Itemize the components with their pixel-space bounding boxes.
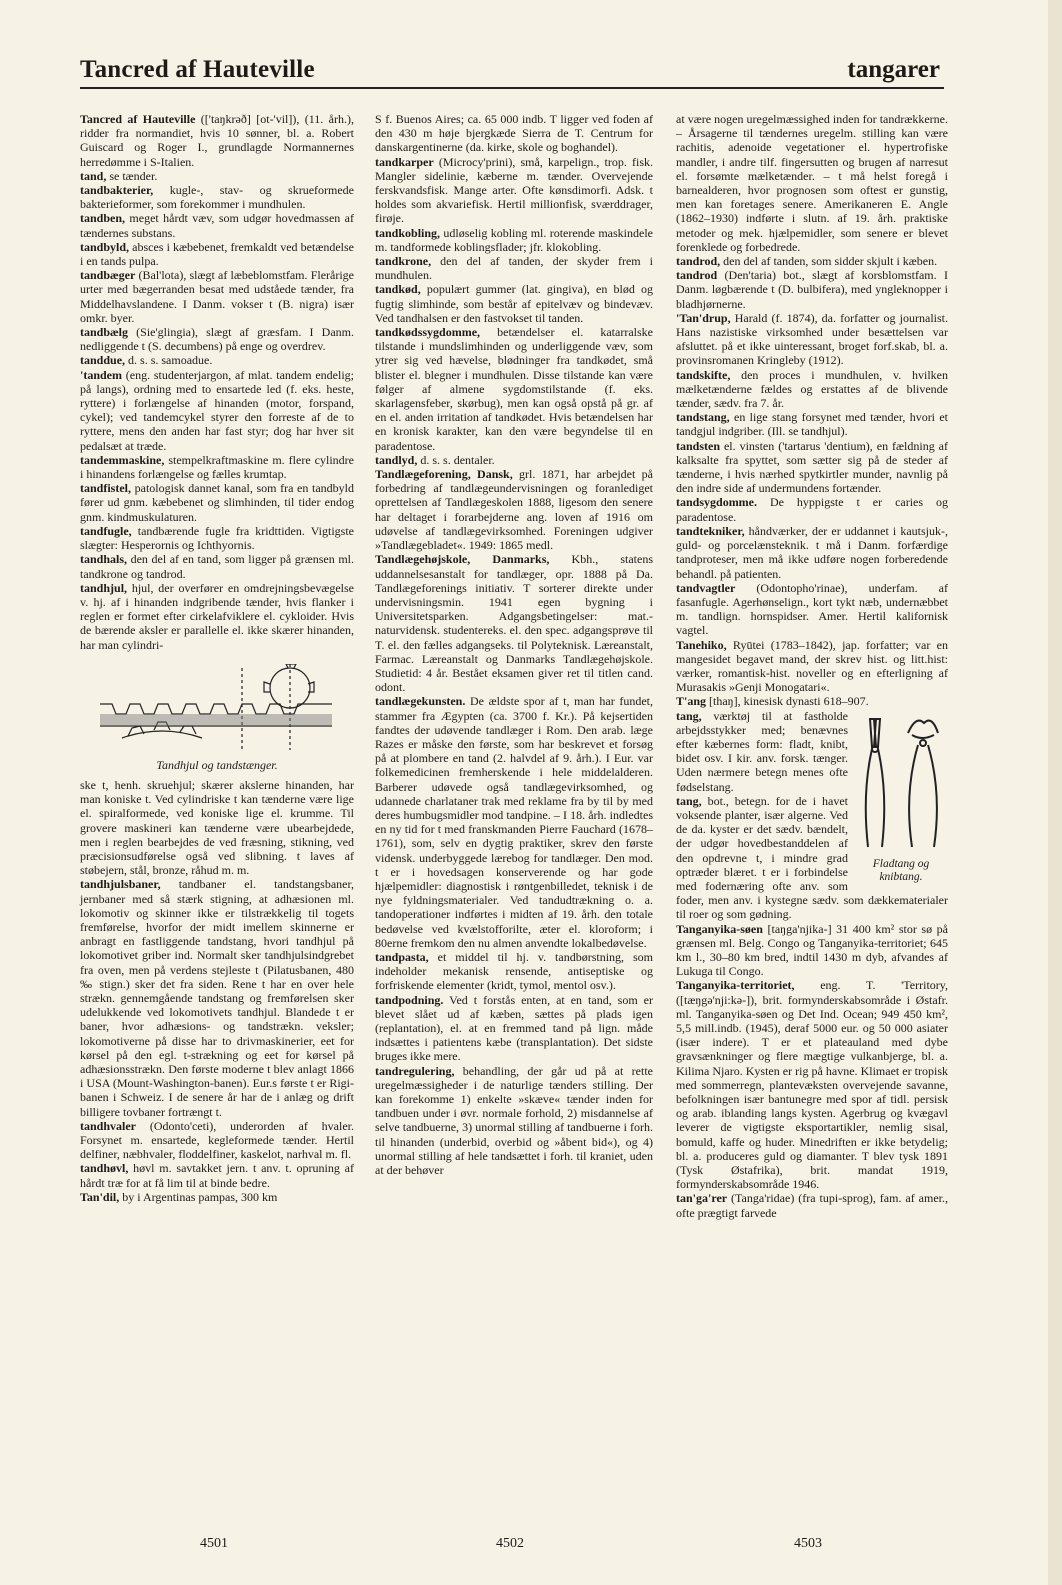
- headword: tandsygdomme.: [676, 495, 758, 510]
- definition: [thaŋ], kinesisk dynasti 618–907.: [706, 694, 869, 709]
- headword: 'tandem: [80, 367, 122, 382]
- headword: Tanganyika-territoriet,: [676, 978, 795, 993]
- entry: [676, 439, 948, 496]
- headword: tang,: [676, 793, 702, 808]
- entry: [80, 581, 354, 652]
- entry: [375, 694, 653, 950]
- definition: Harald (f. 1874), da. forfatter og journalist. Hans nazistiske virksomhed under besættelsen var afsluttet. på et ikke uinteressant, broget forf.skab, bl. a. provinsromanen Kringleby (1912).: [676, 310, 948, 368]
- entry: [375, 325, 653, 453]
- headword: tandrod,: [676, 254, 721, 269]
- definition: meget hårdt væv, som udgør hovedmassen af tændernes substans.: [80, 211, 354, 240]
- definition: absces i kæbebenet, fremkaldt ved betændelse i en tands pulpa.: [80, 239, 354, 269]
- entry: [80, 268, 354, 325]
- headword: tandhjul,: [80, 580, 128, 595]
- entry: [80, 778, 354, 877]
- headword: tandkødssygdomme,: [375, 325, 481, 340]
- entry: [676, 112, 948, 254]
- page-number-1: 4501: [200, 1536, 228, 1551]
- gear-caption: Tandhjul og tandstænger.: [156, 757, 278, 772]
- headword: tanddue,: [80, 353, 126, 368]
- definition: betændelser el. katarralske tilstande i mundslimhinden og underliggende væv, som ytrer sig ved hævelse, blødninger fra tandkødet, små blister el. blegner i mundhulen. Disse tilstande kan være følger af almene sygdomstilstande (f. eks. skarlagensfeber, skørbug), men kan også opstå på gr. af en el. anden irritation af tandkødet. Hvis betændelsen har en kronisk karakter, kan den være begyndelse til en paradentose.: [375, 325, 653, 453]
- entry: [676, 922, 948, 979]
- headword: T'ang: [676, 694, 707, 709]
- pliers-drawing: [856, 713, 946, 853]
- entry: [375, 467, 653, 552]
- headword: tandben,: [80, 211, 126, 226]
- definition: Ryūtei (1783–1842), jap. forfatter; var en mangesidet begavet mand, der skrev hist. og litt.hist: værker, romantisk-hist. noveller og en efterligning af Murasakis »Genji Monogatari«.: [676, 637, 948, 695]
- definition: stempelkraftmaskine m. flere cylindre i hinandens forlængelse og fælles krumtap.: [80, 452, 354, 482]
- definition: et middel til hj. v. tandbørstning, som indeholder mekanisk rensende, antiseptiske og forfriskende elementer (kridt, tymol, mentol osv.).: [375, 949, 653, 993]
- definition: d. s. s. dentaler.: [417, 452, 495, 467]
- running-head-right: tangarer: [847, 56, 940, 83]
- headword: tandstang,: [676, 410, 730, 425]
- headword: tan'ga'rer: [676, 1191, 728, 1206]
- gear-illustration: [80, 664, 354, 772]
- entry: [80, 453, 354, 481]
- headword: tandskifte,: [676, 367, 731, 382]
- definition: bot., betegn. for de i havet voksende planter, især algerne. Ved de da. kyster er det sædv. bændelt, der udgør hovedbestanddelen af den opdrevne t, i mindre grad optræder blæret. t er i forbindelse med fodernæring ofte anv. som foder, men anv. i kystegne sædv. som dækkematerialer til roer og som gødning.: [676, 793, 948, 922]
- definition: kugle-, stav- og skrueformede bakterieformer, som forekommer i mundhulen.: [80, 183, 354, 212]
- definition: tandbærende fugle fra kridttiden. Vigtigste slægter: Hesperornis og Ichthyornis.: [80, 523, 354, 553]
- headword: tandhøvl,: [80, 1161, 129, 1176]
- headword: 'Tan'drup,: [676, 310, 731, 325]
- definition: S f. Buenos Aires; ca. 65 000 indb. T ligger ved foden af den 430 m høje bjergkæde Sierra de T. Centrum for danskargentinerne (da. kirke, skole og boghandel).: [375, 112, 653, 155]
- headword: tandlægekunsten.: [375, 694, 466, 709]
- headword: tandkobling,: [375, 225, 441, 240]
- entry: [676, 368, 948, 411]
- column-1: [80, 112, 354, 1204]
- running-head-left: Tancred af Hauteville: [80, 56, 315, 83]
- gear-rack-drawing: [92, 664, 342, 756]
- headword: Tan'dil,: [80, 1189, 120, 1204]
- definition: den del af en tand, som ligger på grænsen ml. tandkrone og tandrod.: [80, 552, 354, 581]
- headword: tandrod: [676, 268, 718, 283]
- definition: De hyppigste t er caries og paradentose.: [676, 495, 948, 524]
- headword: tandfugle,: [80, 523, 132, 538]
- definition: tandbaner el. tandstangsbaner, jernbaner med så stærk stigning, at adhæsionen ml. lokomotiv og skinner ikke er tilstrækkelig til togets fremførelse, hvorfor der midt imellem skinnerne er anbragt en fastliggende tandstang, hvori tandhjul på lokomotivet griber ind. Normalt sker tandhjulsindgrebet fra oven, men på verdens stejleste t (Pilatusbanen, 480 ‰ stign.) sker det fra siden. Rene t har en over hele strækn. gennemgående tandstang og fremførelsen sker udelukkende ved lokomotivets tandhjul. Blandede t er baner, hvor adhæsions- og tandstrækn. veksler; lokomotiverne på disse har to drivmaskinerier, eet for kørsel på den egl. t-strækning og eet for kørsel på adhæsionsstrækn. Den første moderne t blev anlagt 1866 i USA (Mount-Washington-banen). Eur.s første t er Rigi-banen i Schweiz. I de senere år har de i anlæg og drift billigere tovbaner fortrængt t.: [80, 877, 354, 1119]
- entry: [375, 112, 653, 155]
- definition: at være nogen uregelmæssighed inden for tandrækkerne. – Årsagerne til tændernes uregelm. stilling kan være rachitis, adenoide vegetationer el. hypertrofiske mandler, i andre tilf. fingersutten og brugen af narresut el. forsømte mælketænder. – t må helst foregå i barnealderen, hvor prognosen som oftest er gunstig, men kan foretages senere. Amerikaneren E. Angle (1862–1930) indførte i slutn. af 19. årh. praktiske metoder og mek. hjælpemidler, som senere er blevet forenklede og forbedrede.: [676, 112, 948, 254]
- definition: (Bal'lota), slægt af læbeblomstfam. Flerårige urter med bægerranden besat med udståede tænder, fra Middelhavslandene. I Danm. vokser t (B. nigra) især omkr. byer.: [80, 268, 354, 325]
- entry: [375, 552, 653, 694]
- pliers-caption: Fladtang og knibtang.: [872, 857, 930, 883]
- headword: tandhals,: [80, 552, 128, 567]
- headword: Tanehiko,: [676, 637, 727, 652]
- headword: tandbæger: [80, 268, 136, 283]
- headword: tandemmaskine,: [80, 452, 165, 467]
- header-rule: [80, 87, 944, 89]
- entry: [80, 240, 354, 268]
- entry: [80, 169, 354, 183]
- definition: (Microcy'prini), små, karpelign., trop. fisk. Mangler sidelinie, kæberne m. tænder. Overvejende ferskvandsfisk. Mange arter. Ofte kønsdimorfi. Adsk. t holdes som akvariefisk. Hertil millionfisk, sværddrager, firøje.: [375, 154, 653, 226]
- tang-section: [676, 709, 948, 922]
- definition: [taŋga'njika-] 31 400 km² stor sø på grænsen ml. Belg. Congo og Tanganyika-territoriet; 645 km l., 30–80 km bred, indtil 1430 m dyb, afvandes af Lukuga til Congo.: [676, 921, 948, 979]
- entry: [375, 282, 653, 325]
- definition: den del af tanden, der skyder frem i mundhulen.: [375, 254, 653, 283]
- headword: tandbakterier,: [80, 183, 154, 198]
- entry: [80, 524, 354, 552]
- headword: tandpodning.: [375, 992, 444, 1007]
- definition: el. vinsten ('tartarus 'dentium), en fældning af kalksalte fra spyttet, som sætter sig på de steder af tænderne, i hvis nærhed spytkirtler munder, navnlig på den indre side af undermundens fortænder.: [676, 438, 948, 496]
- entry: [80, 877, 354, 1118]
- definition: værktøj til at fastholde arbejdsstykker med; benævnes efter kæbernes form: fladt, knibt, bidet osv. I kir. anv. forsk. tænger. Uden nærmere betegn menes ofte fødselstang.: [676, 708, 848, 794]
- definition: den del af tanden, som sidder skjult i kæben.: [720, 254, 938, 269]
- entry: [375, 950, 653, 993]
- definition: (Den'taria) bot., slægt af korsblomstfam. I Danm. løgbærende t (D. bulbifera), med yngleknopper i bladhjørnerne.: [676, 268, 948, 311]
- definition: (['taŋkrəð] [ot-'vil]), (11. årh.), ridder fra normandiet, hvis 10 sønner, bl. a. Robert Guiscard og Roger I., grundlagde Normannernes herredømme i S-Italien.: [80, 112, 354, 169]
- entry: [80, 325, 354, 353]
- entry: [375, 254, 653, 282]
- entry: [80, 552, 354, 580]
- entry: [676, 311, 948, 368]
- definition: (Sie'glingia), slægt af græsfam. I Danm. nedliggende t (S. decumbens) på enge og overdrev.: [80, 325, 354, 354]
- definition: Kbh., statens uddannelsesanstalt for tandlæger, opr. 1888 på Da. Tandlægeforenings initiativ. T sorterer direkte under undervisningsmin. 1941 egen bygning i Universitetsparken. Adgangsbetingelser: mat.-naturvidensk. studentereks. el. den spec. adgangsprøve til T. el. den fælles adgangseks. til Polyteknisk. Læreanstalt, Farmac. Læreanstalt og Danmarks Tandlægehøjskole. Studietid: 4 år. Bestået eksamen giver ret til titlen cand. odont.: [375, 552, 654, 695]
- column-1-entries-cont: [80, 778, 354, 1204]
- column-1-entries: [80, 112, 354, 652]
- definition: grl. 1871, har arbejdet på forbedring af tandlægeundervisningen og foranlediget oprettelsen af Tandlægeskolen 1888, ligesom den senere har deltaget i forarbejderne ang. loven af 1916 om udøvelse af tandlægevirksomhed. Foreningen udgiver »Tandlægebladet«. 1949: 1865 medl.: [375, 467, 654, 553]
- headword: tandhvaler: [80, 1118, 137, 1133]
- entry: [80, 211, 354, 239]
- entry: [375, 993, 653, 1064]
- entry: [375, 226, 653, 254]
- entry: [375, 1064, 653, 1178]
- definition: ske t, henh. skruehjul; skærer akslerne hinanden, har man koniske t. Ved cylindriske t kan tænderne være lige el. spiralformede, ved koniske lige el. krumme. Til grovere maskineri kan tænderne være ubearbejdede, men i reglen bearbejdes de ved fræsning, stikning, ved præcisionsudførelse også ved slibning. t laves af støbejern, stål, bronze, råhud m. m.: [80, 777, 354, 878]
- entry: [80, 368, 354, 453]
- headword: tang,: [676, 708, 702, 723]
- definition: (Odontopho'rinae), underfam. af fasanfugle. Agerhønselign., kort tykt næb, undernæbbet m. tandlign. hornspidser. Amer. Hertil kalifornisk vagtel.: [676, 580, 948, 638]
- headword: tandtekniker,: [676, 523, 745, 538]
- headword: tandkarper: [375, 154, 434, 169]
- headword: tandkød,: [375, 282, 421, 297]
- column-2: [375, 112, 653, 1177]
- definition: (Odonto'ceti), underorden af hvaler. Forsynet m. ensartede, kegleformede tænder. Hertil delfiner, næbhvaler, floddelfiner, kaskelot, narhval m. fl.: [80, 1118, 354, 1162]
- entry: [676, 495, 948, 523]
- headword: Tancred af Hauteville: [80, 112, 196, 126]
- definition: Ved t forstås enten, at en tand, som er blevet slået ud af kæben, sættes på plads igen (replantation), el. at en fremmed tand på lign. måde indsættes i patientens kæbe (transplantation). Det sidste bruges ikke mere.: [375, 992, 653, 1064]
- definition: se tænder.: [106, 168, 158, 183]
- definition: (eng. studenterjargon, af mlat. tandem endelig; på langs), ordning med to ensartede led (f. eks. heste, ryttere) i forlængelse af hinanden (motor, forspand, cykel); ved tandemcykel styrer den forreste af de to ryttere, mens den anden har fast styr; dog har hver sit pedalsæt at træde.: [80, 367, 354, 453]
- definition: De ældste spor af t, man har fundet, stammer fra Ægypten (ca. 3700 f. Kr.). På kejsertiden fandtes der udøvende tandlæger i Rom. Den arab. læge Razes er måske den første, som har beskrevet et forsøg på at plombere en tand (2. halvdel af 9. årh.). I Eur. var folkemedicinen fremherskende i hele middelalderen. Barberer udøvede også tandlægevirksomhed, og udannede charlataner trak med reklame fra by til by med deres humbugsmidler mod tandpine. – I 18. årh. indledtes en ny tid for t med franskmanden Pierre Fauchard (1678–1761), som, selv en dygtig praktiker, skrev den første vidensk. underbyggede lærebog for tandlæger. Den mod. t er i hovedsagen konserverende og har gode hjælpemidler: diagnostisk i røntgenbilledet, teknisk i de nye fyldningsmaterialer. Ved tandudtrækning o. a. tandoperationer indførtes i midten af 19. årh. den totale bedøvelse ved kvælstofforilte, æter el. kloroform; i 80erne fremkom den nu almen anvendte lokalbedøvelse.: [375, 694, 653, 950]
- entry: [676, 694, 948, 708]
- entry: [80, 1161, 354, 1189]
- entry: [676, 638, 948, 695]
- entry: [676, 410, 948, 438]
- entry: [676, 978, 948, 1191]
- entry: [676, 268, 948, 311]
- definition: håndværker, der er uddannet i kautsjuk-, guld- og porcelænsteknik. t må i Danm. forfærdige tandproteser, men må ikke udføre nogen forberedende behandl. på patienten.: [676, 523, 948, 581]
- headword: tandlyd,: [375, 452, 418, 467]
- entry: [80, 1190, 354, 1204]
- entry: [80, 353, 354, 367]
- page-number-2: 4502: [496, 1536, 524, 1551]
- entry: [80, 1119, 354, 1162]
- page-edge: [1048, 0, 1062, 1585]
- headword: Tanganyika-søen: [676, 921, 763, 936]
- definition: (Tanga'ridae) (fra tupi-sprog), fam. af amer., ofte prægtigt farvede: [676, 1191, 948, 1220]
- definition: d. s. s. samoadue.: [125, 353, 213, 368]
- headword: tandbyld,: [80, 239, 130, 254]
- entry: [80, 112, 354, 169]
- headword: Tandlægehøjskole, Danmarks,: [375, 552, 550, 567]
- entry: [375, 453, 653, 467]
- pliers-illustration: [854, 713, 948, 884]
- definition: by i Argentinas pampas, 300 km: [119, 1189, 278, 1204]
- column-3: [676, 112, 948, 1220]
- headword: tandsten: [676, 438, 721, 453]
- headword: tandfistel,: [80, 481, 131, 496]
- page-number-3: 4503: [794, 1536, 822, 1551]
- definition: høvl m. savtakket jern. t anv. t. opruning af hårdt træ for at få lim til at binde bedre.: [80, 1161, 354, 1190]
- headword: tandpasta,: [375, 949, 429, 964]
- entry: [80, 183, 354, 211]
- headword: Tandlægeforening, Dansk,: [375, 467, 513, 482]
- headword: tand,: [80, 168, 107, 183]
- entry: [375, 155, 653, 226]
- headword: tandkrone,: [375, 254, 432, 269]
- entry: [676, 524, 948, 581]
- headword: tandregulering,: [375, 1063, 455, 1078]
- entry: [676, 254, 948, 268]
- definition: populært gummer (lat. gingiva), en blød og fugtig slimhinde, som består af epitelvæv og bindevæv. Ved tandhalsen er den fastvokset til tanden.: [375, 282, 653, 325]
- definition: hjul, der overfører en omdrejningsbevægelse v. hj. af i hinanden indgribende tænder, hvis flanker i reglen er formet efter cirkelafviklere el. cykloider. Hvis de bærende aksler er parallelle el. ikke skærer hinanden, har man cylindri-: [80, 580, 354, 652]
- definition: den proces i mundhulen, v. hvilken mælketænderne fældes og erstattes af de blivende tænder, sædv. fra 7. år.: [676, 367, 948, 411]
- definition: behandling, der går ud på at rette uregelmæssigheder i de naturlige tænders stilling. Der kan forekomme 1) enkelte »skæve« tænder inden for tandbuen under i øvr. normale forhold, 2) misdannelse af selve tandbuerne, 3) unormal stilling af tandbuerne i forh. til hinanden (underbid, overbid og »åbent bid«), og 4) unormal stilling af hele tandsættet i forh. til kraniet, uden at der behøver: [375, 1063, 653, 1178]
- entry: [80, 481, 354, 524]
- headword: tandhjulsbaner,: [80, 877, 161, 892]
- definition: udløselig kobling ml. roterende maskindele m. tandformede koblingsflader; jfr. klokobling.: [375, 225, 653, 254]
- definition: eng. T. 'Territory, ([tæŋgə'nji:kə-]), brit. formynderskabsområde i Østafr. ml. Tanganyika-søen og Det Ind. Ocean; 949 450 km², 5,5 mill.indb. (1945), deraf 5000 eur. og 50 000 asiater (især indere). T er et plateauland med dybe gravsænkninger og flere mægtige vulkanbjerge, bl. a. Kilima Njaro. Kysten er rig på havne. Klimaet er tropisk med sommerregn, plantevæksten overvejende savanne, befolkningen især bantunegre med spor af tidl. persisk og arab. iblanding langs kysten. Agerbrug og kvægavl leverer de vigtigste eksportartikler, nemlig sisal, bomuld, kaffe og huder. Minedriften er ikke betydelig; bl. a. produceres guld og diamanter. T blev tysk 1891 (Tysk Østafrika), brit. mandat 1919, formynderskabsområde 1946.: [676, 978, 948, 1192]
- definition: patologisk dannet kanal, som fra en tandbyld fører ud gnm. kæbebenet og slimhinden, til tider endog gnm. kindmuskulaturen.: [80, 481, 354, 524]
- headword: tandbælg: [80, 325, 129, 340]
- headword: tandvagtler: [676, 580, 736, 595]
- entry: [676, 1191, 948, 1219]
- definition: en lige stang forsynet med tænder, hvori et tandgjul indgriber. (Ill. se tandhjul).: [676, 410, 948, 439]
- entry: [676, 581, 948, 638]
